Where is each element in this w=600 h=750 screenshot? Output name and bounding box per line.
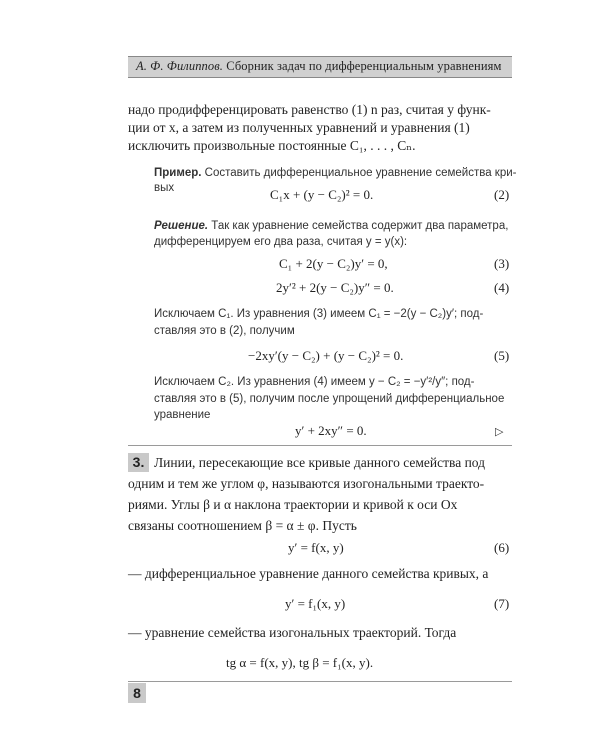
after-equation-7: — уравнение семейства изогональных траекторий. Тогда	[128, 625, 457, 640]
equation-2-number: (2)	[494, 187, 510, 202]
after-equation-6: — дифференциальное уравнение данного семейства кривых, а	[128, 566, 489, 581]
example-line-2: вых	[154, 182, 175, 194]
exclude-c1-line-1: Исключаем C₁. Из уравнения (3) имеем C₁ = −2(y − C₂)y′; под-	[154, 308, 484, 320]
equation-3-number: (3)	[494, 256, 510, 271]
solution-line-2: дифференцируем его два раза, считая y = y(x):	[154, 236, 408, 248]
page-number: 8	[128, 683, 146, 703]
equation-3: C₁ + 2(y − C₂)y′ = 0,	[279, 256, 388, 271]
equation-6: y′ = f(x, y)	[288, 540, 344, 555]
equation-4: 2y′² + 2(y − C₂)y″ = 0.	[276, 280, 394, 295]
equation-7-number: (7)	[494, 596, 510, 611]
equation-7: y′ = f₁(x, y)	[285, 596, 346, 611]
section-divider	[128, 445, 512, 446]
equation-5: −2xy′(y − C₂) + (y − C₂)² = 0.	[248, 348, 404, 363]
section3-line-3: риями. Углы β и α наклона траектории и кривой к оси Ox	[128, 497, 458, 512]
section3-line-4: связаны соотношением β = α ± φ. Пусть	[128, 518, 357, 533]
example-label: Пример.	[154, 167, 202, 179]
equation-2: C₁x + (y − C₂)² = 0.	[270, 187, 374, 202]
header-title: Сборник задач по дифференциальным уравнениям	[226, 59, 502, 73]
footer-rule	[128, 681, 512, 682]
intro-line-1: надо продифференцировать равенство (1) n раз, считая y функ-	[128, 102, 491, 117]
equation-4-number: (4)	[494, 280, 510, 295]
equation-6-number: (6)	[494, 540, 510, 555]
exclude-c2-line-3: уравнение	[154, 409, 211, 421]
tangent-equations: tg α = f(x, y), tg β = f₁(x, y).	[226, 655, 374, 670]
section3-line-1: Линии, пересекающие все кривые данного семейства под	[154, 455, 486, 470]
equation-5-number: (5)	[494, 348, 510, 363]
problem-number-badge: 3.	[128, 453, 149, 472]
header-author: А. Ф. Филиппов.	[136, 59, 223, 73]
exclude-c2-line-2: ставляя это в (5), получим после упрощений дифференциальное	[154, 393, 505, 405]
solution-text-1: Так как уравнение семейства содержит два параметра,	[208, 220, 509, 232]
solution-label: Решение.	[154, 220, 209, 232]
end-of-solution-triangle-icon: ▷	[495, 426, 504, 438]
final-equation: y′ + 2xy″ = 0.	[295, 423, 367, 438]
solution-line-1	[154, 218, 508, 235]
section3-line-2: одним и тем же углом φ, называются изогональными траекто-	[128, 476, 485, 491]
running-header	[136, 59, 501, 74]
example-line-1	[154, 165, 516, 182]
exclude-c1-line-2: ставляя это в (2), получим	[154, 325, 295, 337]
intro-line-3: исключить произвольные постоянные C₁, . . . , Cₙ.	[128, 138, 416, 153]
intro-line-2: ции от x, а затем из полученных уравнений и уравнения (1)	[128, 120, 470, 135]
exclude-c2-line-1: Исключаем C₂. Из уравнения (4) имеем y − C₂ = −y′²/y″; под-	[154, 376, 475, 388]
example-text-1: Составить дифференциальное уравнение семейства кри-	[201, 167, 517, 179]
